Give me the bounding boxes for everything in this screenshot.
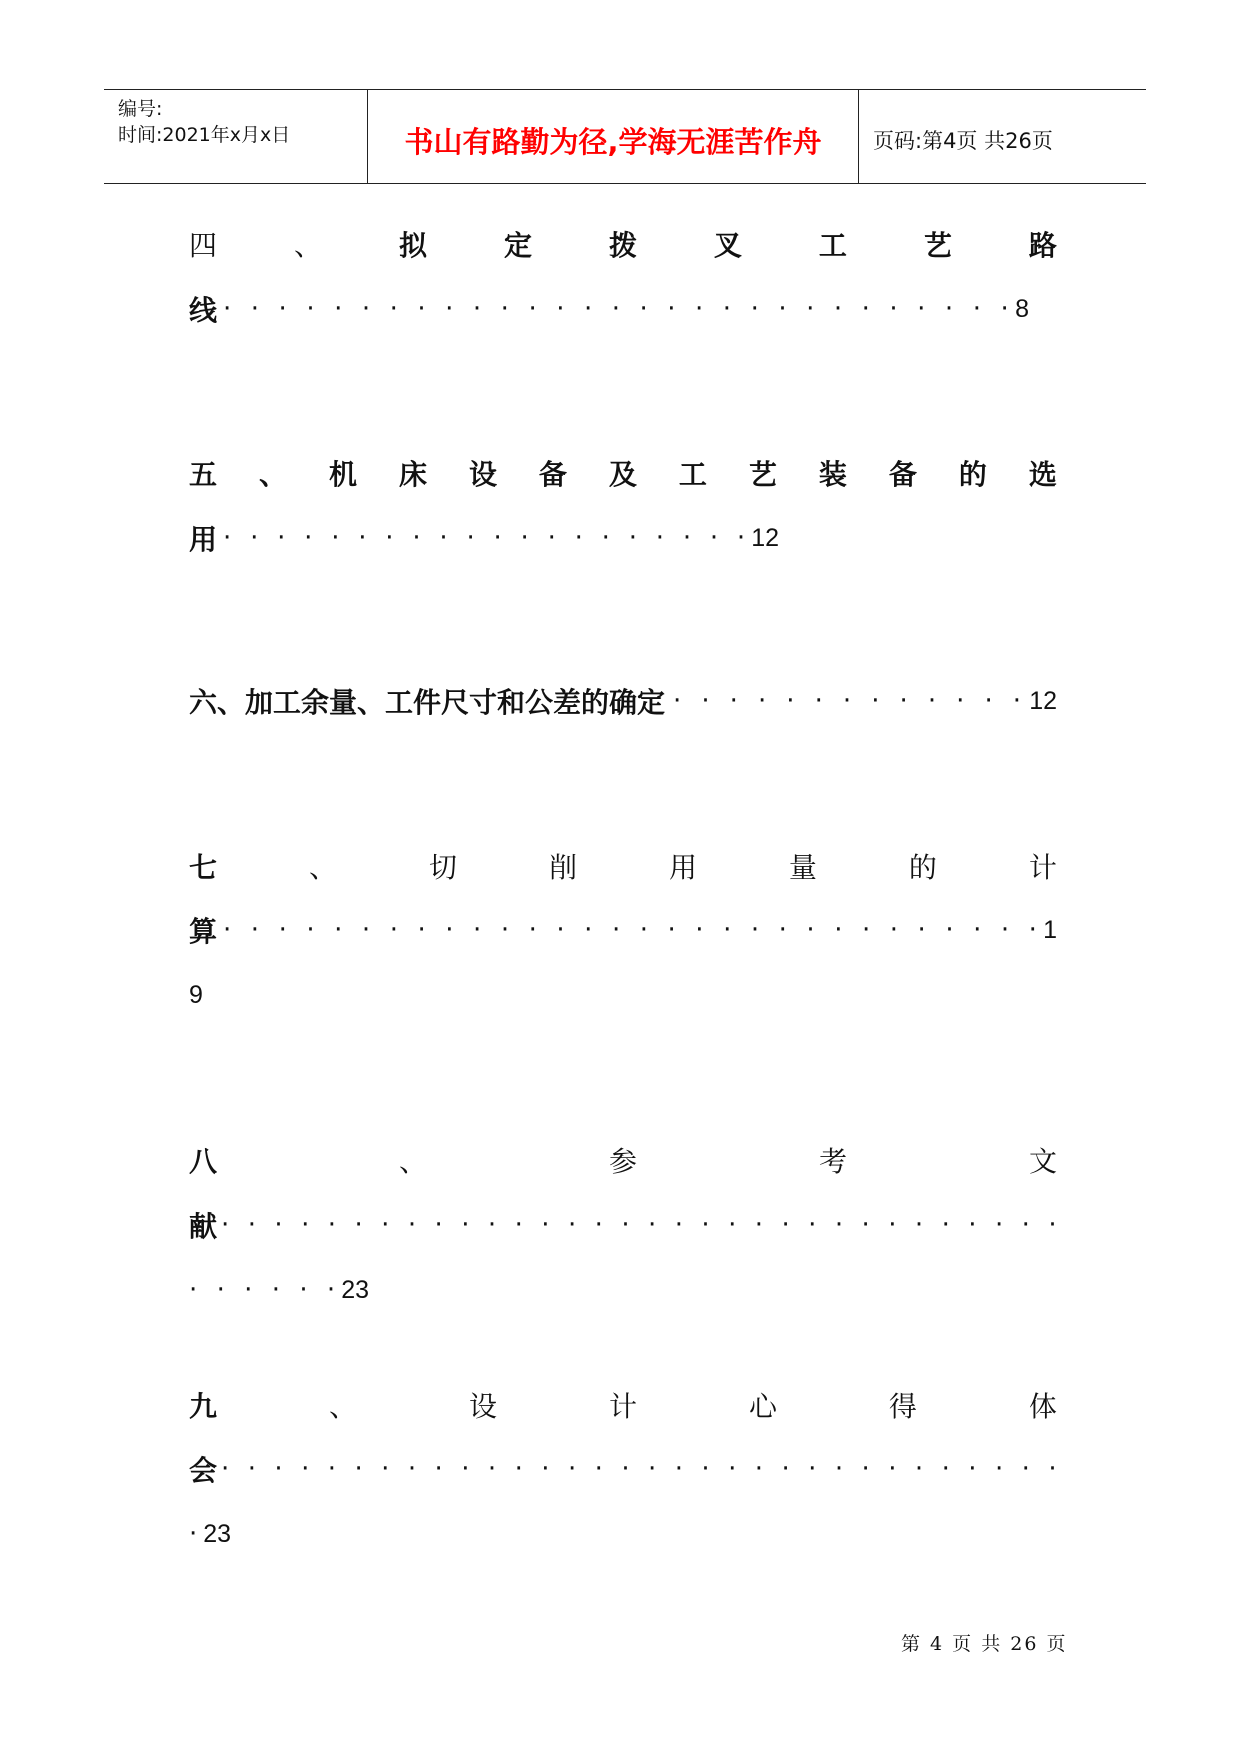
leader-dot: · <box>695 915 704 945</box>
leader-dot: · <box>917 294 926 324</box>
leader-dot: · <box>301 1454 310 1484</box>
leader-dot: · <box>439 523 448 553</box>
leader-dot: · <box>274 1454 283 1484</box>
toc-char: 床 <box>398 458 427 491</box>
leader-dot: · <box>487 1210 497 1240</box>
leader-dot: · <box>221 1454 230 1484</box>
leader-dot: · <box>331 523 340 553</box>
page-footer: 第 4 页 共 26 页 <box>901 1633 1068 1655</box>
leader-dot: · <box>327 1454 337 1484</box>
leader-dot: · <box>984 686 993 716</box>
leader-dot: · <box>941 1454 950 1484</box>
toc-char: 文 <box>1028 1145 1057 1178</box>
leader-dot: · <box>1048 1454 1057 1484</box>
leader-dot: · <box>701 686 710 716</box>
leader-dot: · <box>326 1275 336 1305</box>
toc-text: 线 <box>189 294 218 327</box>
toc-text: 算 <box>189 915 218 948</box>
toc-char: 削 <box>548 851 577 884</box>
leader-dot: · <box>648 1454 657 1484</box>
toc-char: 选 <box>1028 458 1057 491</box>
toc-char: 四 <box>189 229 218 262</box>
toc-char: 路 <box>1028 229 1057 262</box>
leader-dot: · <box>189 1275 198 1305</box>
toc-char: 五 <box>189 458 218 491</box>
toc-char: 切 <box>428 851 457 884</box>
leader-dots <box>223 294 1009 324</box>
leader-dot: · <box>723 915 732 945</box>
leader-dot: · <box>814 686 823 716</box>
leader-dot: · <box>1028 915 1037 945</box>
leader-dot: · <box>381 1454 390 1484</box>
leader-dot: · <box>473 915 482 945</box>
toc-char: 得 <box>888 1390 917 1423</box>
toc-item-9-line1 <box>189 1385 1057 1425</box>
leader-dot: · <box>594 1454 603 1484</box>
leader-dot: · <box>914 1210 924 1240</box>
page-number: 23 <box>203 1519 232 1548</box>
leader-dot: · <box>361 294 371 324</box>
toc-char: 备 <box>538 458 567 491</box>
toc-char: 、 <box>293 229 322 262</box>
leader-dot: · <box>674 1454 683 1484</box>
toc-char: 设 <box>468 458 497 491</box>
toc-item-7-line3 <box>189 975 1057 1015</box>
page-number: 12 <box>751 523 779 552</box>
leader-dot: · <box>722 294 732 324</box>
leader-dot: · <box>994 1454 1004 1484</box>
leader-dot: · <box>639 294 648 324</box>
leader-dot: · <box>778 294 787 324</box>
toc-char: 装 <box>818 458 847 491</box>
leader-dot: · <box>674 1210 683 1240</box>
toc-char: 设 <box>468 1390 497 1423</box>
leader-dot: · <box>728 1454 737 1484</box>
header-left-cell <box>104 90 367 183</box>
toc-char: 拟 <box>398 229 427 262</box>
leader-dot: · <box>250 294 260 324</box>
toc-item-8-line1 <box>189 1140 1057 1180</box>
leader-dot: · <box>709 523 719 553</box>
leader-dot: · <box>956 686 965 716</box>
leader-dot: · <box>487 1454 497 1484</box>
toc-char: 的 <box>908 851 937 884</box>
leader-dot: · <box>944 294 954 324</box>
leader-dot: · <box>412 523 421 553</box>
toc-char: 机 <box>328 458 357 491</box>
leader-dot: · <box>941 1210 950 1240</box>
leader-dot: · <box>278 915 287 945</box>
leader-dot: · <box>461 1210 470 1240</box>
leader-dot: · <box>611 294 620 324</box>
leader-dot: · <box>417 915 426 945</box>
toc-char: 量 <box>788 851 817 884</box>
leader-dot: · <box>806 915 815 945</box>
leader-dot: · <box>729 686 738 716</box>
leader-dot: · <box>556 915 565 945</box>
leader-dot: · <box>861 294 870 324</box>
leader-dot: · <box>786 686 795 716</box>
toc-char: 、 <box>308 851 337 884</box>
document-header <box>104 89 1146 184</box>
leader-dot: · <box>301 1210 310 1240</box>
leader-dot: · <box>834 1454 844 1484</box>
toc-char: 计 <box>608 1390 637 1423</box>
leader-dot: · <box>461 1454 470 1484</box>
leader-dot: · <box>574 523 583 553</box>
leader-dot: · <box>682 523 692 553</box>
leader-dot: · <box>667 915 676 945</box>
toc-char: 九 <box>189 1390 218 1423</box>
leader-dot: · <box>1048 1210 1057 1240</box>
leader-dot: · <box>667 294 676 324</box>
toc-char: 备 <box>888 458 917 491</box>
leader-dot: · <box>728 1210 737 1240</box>
leader-dot: · <box>808 1210 817 1240</box>
toc-char: 八 <box>189 1145 218 1178</box>
toc-item-8-line2 <box>189 1205 1057 1245</box>
leader-dot: · <box>541 1210 550 1240</box>
leader-dot: · <box>695 294 704 324</box>
leader-dot: · <box>594 1210 603 1240</box>
toc-char: 、 <box>328 1390 357 1423</box>
leader-dot: · <box>834 915 843 945</box>
leader-dot: · <box>899 686 908 716</box>
leader-dot: · <box>306 294 315 324</box>
toc-char: 计 <box>1028 851 1057 884</box>
leader-dot: · <box>861 1454 870 1484</box>
leader-dot: · <box>520 523 529 553</box>
leader-dot: · <box>223 523 232 553</box>
leader-dot: · <box>806 294 815 324</box>
toc-char: 拨 <box>608 229 637 262</box>
leader-dot: · <box>889 915 899 945</box>
leader-dot: · <box>466 523 475 553</box>
leader-dot: · <box>914 1454 924 1484</box>
leader-dot: · <box>621 1454 630 1484</box>
leader-dot: · <box>244 1275 253 1305</box>
toc-item-9-line2 <box>189 1449 1057 1489</box>
leader-dots <box>673 686 1021 716</box>
leader-dot: · <box>223 915 232 945</box>
leader-dot: · <box>917 915 926 945</box>
toc-char: 参 <box>608 1145 637 1178</box>
leader-dot: · <box>889 294 898 324</box>
leader-dot: · <box>354 1454 363 1484</box>
toc-char: 定 <box>503 229 532 262</box>
leader-dot: · <box>781 1454 790 1484</box>
toc-char: 叉 <box>713 229 742 262</box>
leader-dot: · <box>434 1210 443 1240</box>
leader-dot: · <box>621 1210 630 1240</box>
leader-dot: · <box>434 1454 443 1484</box>
leader-dot: · <box>871 686 880 716</box>
leader-dot: · <box>927 686 937 716</box>
leader-dot: · <box>861 915 871 945</box>
leader-dot: · <box>655 523 665 553</box>
toc-item-7-line2 <box>189 910 1057 950</box>
leader-dot: · <box>247 1454 256 1484</box>
leader-dot: · <box>358 523 367 553</box>
toc-char: 的 <box>958 458 987 491</box>
leader-dot: · <box>945 915 954 945</box>
leader-dot: · <box>968 1454 977 1484</box>
leader-dot: · <box>888 1454 897 1484</box>
toc-char: 、 <box>258 458 287 491</box>
page-number-part2: 9 <box>189 980 203 1009</box>
toc-char: 艺 <box>748 458 777 491</box>
toc-text: 献 <box>189 1210 218 1243</box>
leader-dot: · <box>648 1210 657 1240</box>
leader-dot: · <box>994 1210 1004 1240</box>
leader-dot: · <box>757 686 767 716</box>
leader-dot: · <box>1000 915 1010 945</box>
leader-dot: · <box>278 294 287 324</box>
page-number: 23 <box>341 1275 369 1304</box>
leader-dot: · <box>567 1454 577 1484</box>
leader-dot: · <box>417 294 426 324</box>
toc-item-7-line1 <box>189 846 1057 886</box>
leader-dot: · <box>701 1210 710 1240</box>
page-number: 12 <box>1029 686 1057 715</box>
leader-dot: · <box>628 523 637 553</box>
leader-dot: · <box>216 1275 225 1305</box>
leader-dot: · <box>567 1210 577 1240</box>
leader-dot: · <box>556 294 565 324</box>
toc-item-5-line2 <box>189 518 779 558</box>
leader-dot: · <box>334 294 343 324</box>
toc-char: 及 <box>608 458 637 491</box>
leader-dot: · <box>389 294 398 324</box>
leader-dot: · <box>973 915 982 945</box>
leader-dot: · <box>968 1210 977 1240</box>
leader-dot: · <box>327 1210 337 1240</box>
leader-dot: · <box>306 915 315 945</box>
leader-dot: · <box>778 915 787 945</box>
leader-dot: · <box>1021 1210 1030 1240</box>
leader-dot: · <box>701 1454 710 1484</box>
leader-dot: · <box>834 1210 844 1240</box>
leader-dot: · <box>861 1210 870 1240</box>
leader-dots <box>221 1210 1057 1240</box>
leader-dot: · <box>514 1454 523 1484</box>
header-motto-cell <box>367 90 859 183</box>
leader-dot: · <box>361 915 371 945</box>
toc-text: 六、加工余量、工件尺寸和公差的确定 <box>189 686 666 719</box>
leader-dot: · <box>547 523 556 553</box>
leader-dot: · <box>334 915 343 945</box>
toc-char: 工 <box>678 458 707 491</box>
toc-char: 七 <box>189 851 218 884</box>
leader-dot: · <box>888 1210 897 1240</box>
leader-dot: · <box>407 1454 417 1484</box>
leader-dot: · <box>247 1210 256 1240</box>
leader-dot: · <box>736 523 746 553</box>
leader-dot: · <box>541 1454 550 1484</box>
leader-dot: · <box>750 294 759 324</box>
leader-dot: · <box>250 915 260 945</box>
leader-dots <box>221 1454 1057 1484</box>
leader-dot: · <box>754 1210 764 1240</box>
leader-dots <box>189 1275 335 1305</box>
leader-dot: · <box>673 686 682 716</box>
leader-dot: · <box>493 523 502 553</box>
toc-char: 用 <box>668 851 697 884</box>
toc-item-4-line2 <box>189 289 1029 329</box>
leader-dot: · <box>514 1210 523 1240</box>
leader-dot: · <box>601 523 610 553</box>
leader-dot: · <box>1021 1454 1030 1484</box>
leader-dot: · <box>389 915 398 945</box>
leader-dot: · <box>808 1454 817 1484</box>
leader-dots <box>223 915 1037 945</box>
leader-dot: · <box>842 686 852 716</box>
leader-dot: · <box>472 294 482 324</box>
toc-char: 心 <box>748 1390 777 1423</box>
leader-dot: · <box>781 1210 790 1240</box>
leader-dot: · <box>833 294 843 324</box>
toc-char: 、 <box>398 1145 427 1178</box>
leader-dot: · <box>274 1210 283 1240</box>
leader-dot: · <box>221 1210 230 1240</box>
toc-item-4-line1 <box>189 224 1057 264</box>
leader-dot: · <box>381 1210 390 1240</box>
leader-dot: · <box>407 1210 417 1240</box>
header-right-cell <box>859 90 1146 183</box>
leader-dot: · <box>1000 294 1009 324</box>
motto: 书山有路勤为径,学海无涯苦作舟 <box>404 125 822 159</box>
leader-dot: · <box>445 294 454 324</box>
toc-item-6 <box>189 681 1057 721</box>
toc-char: 艺 <box>923 229 952 262</box>
toc-char: 考 <box>818 1145 847 1178</box>
page-info: 页码:第4页 共26页 <box>873 129 1053 153</box>
leader-dot: · <box>299 1275 308 1305</box>
leader-dot: · <box>250 523 259 553</box>
leader-dot: · <box>583 294 593 324</box>
leader-dot: · <box>750 915 760 945</box>
leader-dot: · <box>528 915 537 945</box>
leader-dot: · <box>385 523 394 553</box>
leader-dot: · <box>500 294 509 324</box>
leader-dot: · <box>528 294 537 324</box>
leader-dot: · <box>639 915 648 945</box>
leader-dot: · <box>189 1519 198 1549</box>
leader-dot: · <box>271 1275 280 1305</box>
number-label: 编号: <box>118 98 163 120</box>
toc-item-8-line3 <box>189 1270 369 1310</box>
leader-dot: · <box>754 1454 764 1484</box>
time-label: 时间:2021年x月x日 <box>118 124 291 146</box>
toc-text: 会 <box>189 1454 218 1487</box>
toc-text: 用 <box>189 523 218 556</box>
page-number-part1: 1 <box>1043 915 1057 944</box>
leader-dot: · <box>354 1210 363 1240</box>
leader-dot: · <box>500 915 510 945</box>
leader-dot: · <box>445 915 454 945</box>
page-number: 8 <box>1015 294 1029 323</box>
leader-dot: · <box>1012 686 1022 716</box>
toc-char: 体 <box>1028 1390 1057 1423</box>
toc-item-5-line1 <box>189 453 1057 493</box>
leader-dot: · <box>972 294 981 324</box>
leader-dot: · <box>584 915 593 945</box>
leader-dot: · <box>304 523 313 553</box>
leader-dot: · <box>611 915 621 945</box>
leader-dot: · <box>277 523 286 553</box>
toc-item-9-line3 <box>189 1514 269 1554</box>
toc-char: 工 <box>818 229 847 262</box>
leader-dot: · <box>223 294 232 324</box>
leader-dots <box>223 523 745 553</box>
